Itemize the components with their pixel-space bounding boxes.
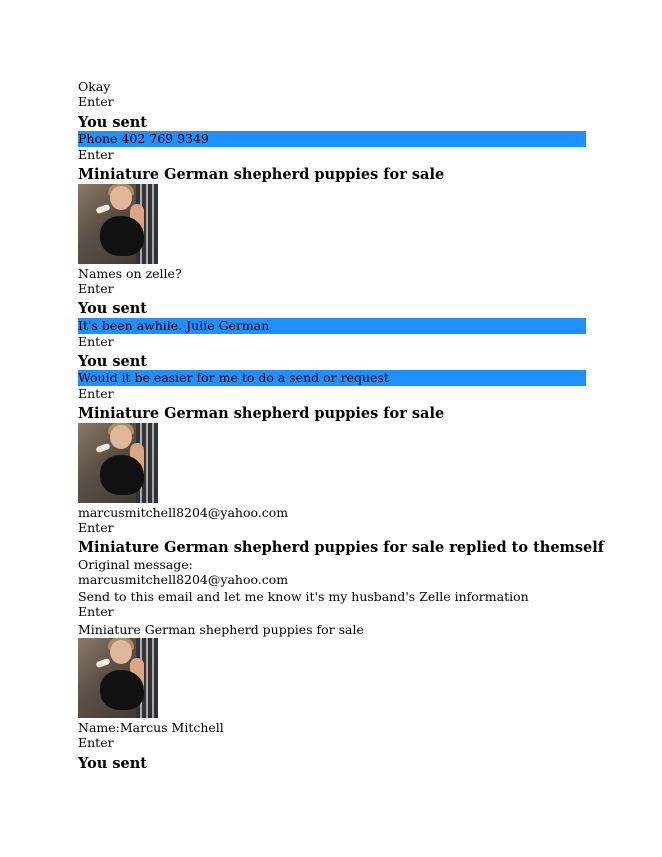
sender-heading: You sent bbox=[78, 755, 147, 772]
message-enter: Enter bbox=[78, 604, 114, 619]
message-enter: Enter bbox=[78, 386, 114, 401]
sender-heading: You sent bbox=[78, 300, 147, 317]
message-text: marcusmitchell8204@yahoo.com bbox=[78, 505, 289, 520]
message-text: Miniature German shepherd puppies for sale bbox=[78, 622, 364, 637]
sender-heading: Miniature German shepherd puppies for sale bbox=[78, 166, 445, 183]
message-text: Names on zelle? bbox=[78, 266, 182, 281]
message-text: Send to this email and let me know it's my husband's Zelle information bbox=[78, 589, 529, 604]
message-text: Original message: bbox=[78, 557, 193, 572]
sender-heading: Miniature German shepherd puppies for sale replied to themself bbox=[78, 539, 605, 556]
message-enter: Enter bbox=[78, 281, 114, 296]
sender-heading: You sent bbox=[78, 114, 147, 131]
message-text: Name:Marcus Mitchell bbox=[78, 720, 224, 735]
dog-photo bbox=[78, 184, 158, 264]
message-enter: Enter bbox=[78, 735, 114, 750]
sender-heading: You sent bbox=[78, 353, 147, 370]
highlighted-message: It's been awhile. Julie German bbox=[78, 318, 586, 334]
sender-heading: Miniature German shepherd puppies for sale bbox=[78, 405, 445, 422]
message-enter: Enter bbox=[78, 94, 114, 109]
message-text: marcusmitchell8204@yahoo.com bbox=[78, 572, 289, 587]
highlighted-message: Phone 402 769 9349 bbox=[78, 131, 586, 147]
message-enter: Enter bbox=[78, 147, 114, 162]
message-enter: Enter bbox=[78, 334, 114, 349]
dog-photo bbox=[78, 638, 158, 718]
message-text: Okay bbox=[78, 79, 111, 94]
message-enter: Enter bbox=[78, 520, 114, 535]
highlighted-message: Would it be easier for me to do a send or request bbox=[78, 370, 586, 386]
dog-photo bbox=[78, 423, 158, 503]
